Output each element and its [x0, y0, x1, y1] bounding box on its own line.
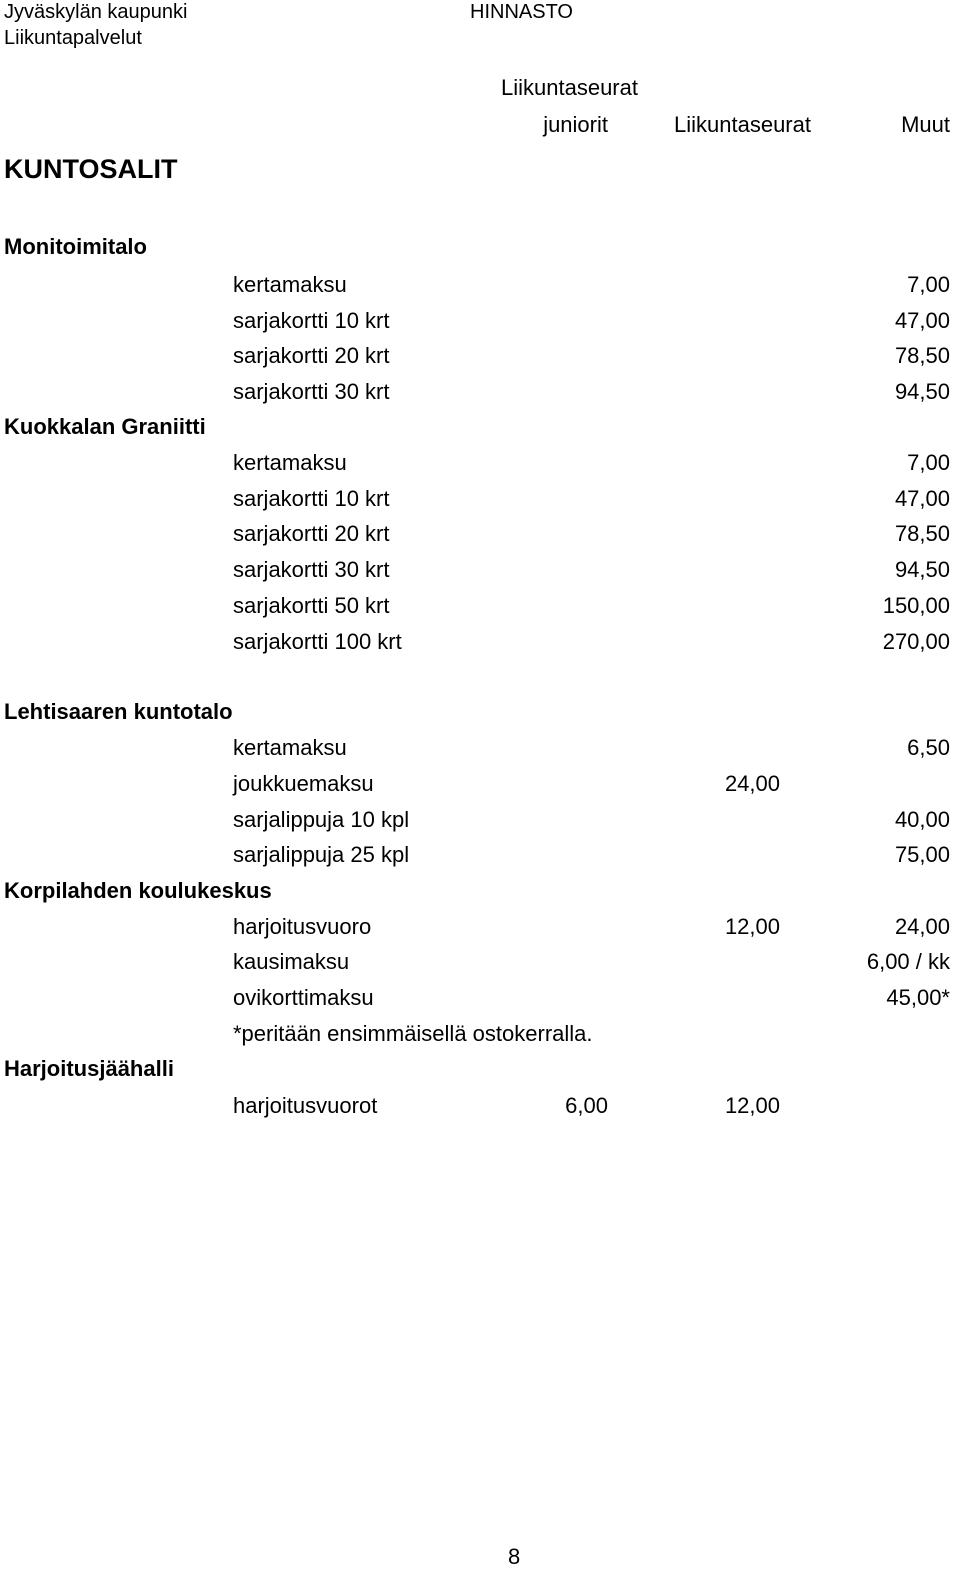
row-label: sarjakortti 100 krt: [233, 629, 402, 654]
price-muut: 75,00: [894, 842, 950, 867]
price-juniorit: 6,00: [565, 1093, 608, 1118]
row-label: kausimaksu: [233, 949, 350, 974]
page-number: 8: [508, 1544, 521, 1569]
price-muut: 150,00: [882, 593, 950, 618]
price-muut: 94,50: [894, 557, 950, 582]
col-header-juniorit-line1: Liikuntaseurat: [501, 75, 638, 100]
price-muut: 40,00: [894, 807, 950, 832]
row-label: kertamaksu: [233, 735, 347, 760]
section-title: Harjoitusjäähalli: [4, 1056, 174, 1081]
col-header-muut: Muut: [901, 112, 950, 137]
row-label: kertamaksu: [233, 450, 347, 475]
price-muut: 78,50: [894, 521, 950, 546]
section-title: Lehtisaaren kuntotalo: [4, 699, 233, 724]
section-title: Kuokkalan Graniitti: [4, 414, 206, 439]
price-seurat: 24,00: [724, 771, 780, 796]
price-muut: 94,50: [894, 379, 950, 404]
header-doc-title: HINNASTO: [470, 1, 573, 23]
price-seurat: 12,00: [724, 914, 780, 939]
row-label: sarjalippuja 25 kpl: [233, 842, 410, 867]
price-muut: 78,50: [894, 343, 950, 368]
row-label: kertamaksu: [233, 272, 347, 297]
row-label: ovikorttimaksu: [233, 985, 374, 1010]
row-label: joukkuemaksu: [233, 771, 374, 796]
price-muut: 7,00: [907, 272, 950, 297]
page-title: KUNTOSALIT: [4, 154, 178, 184]
row-label: harjoitusvuorot: [233, 1093, 378, 1118]
row-label: sarjalippuja 10 kpl: [233, 807, 410, 832]
header-dept: Liikuntapalvelut: [4, 27, 142, 49]
section-title: Korpilahden koulukeskus: [4, 878, 272, 903]
price-muut: 7,00: [907, 450, 950, 475]
section-title: Monitoimitalo: [4, 234, 147, 259]
price-seurat: 12,00: [724, 1093, 780, 1118]
price-muut: 270,00: [882, 629, 950, 654]
row-label: sarjakortti 10 krt: [233, 308, 390, 333]
row-label: harjoitusvuoro: [233, 914, 372, 939]
row-label: sarjakortti 30 krt: [233, 379, 390, 404]
price-muut: 6,50: [907, 735, 950, 760]
row-label: sarjakortti 20 krt: [233, 521, 390, 546]
row-label: sarjakortti 20 krt: [233, 343, 390, 368]
price-muut: 47,00: [894, 486, 950, 511]
row-label: sarjakortti 10 krt: [233, 486, 390, 511]
col-header-juniorit-line2: juniorit: [543, 112, 608, 137]
row-label: sarjakortti 30 krt: [233, 557, 390, 582]
footnote: *peritään ensimmäisellä ostokerralla.: [233, 1021, 593, 1046]
price-muut: 47,00: [894, 308, 950, 333]
header-org: Jyväskylän kaupunki: [4, 1, 188, 23]
price-muut: 6,00 / kk: [866, 949, 950, 974]
price-muut: 24,00: [894, 914, 950, 939]
price-muut: 45,00*: [886, 985, 950, 1010]
col-header-liikuntaseurat: Liikuntaseurat: [674, 112, 811, 137]
row-label: sarjakortti 50 krt: [233, 593, 390, 618]
